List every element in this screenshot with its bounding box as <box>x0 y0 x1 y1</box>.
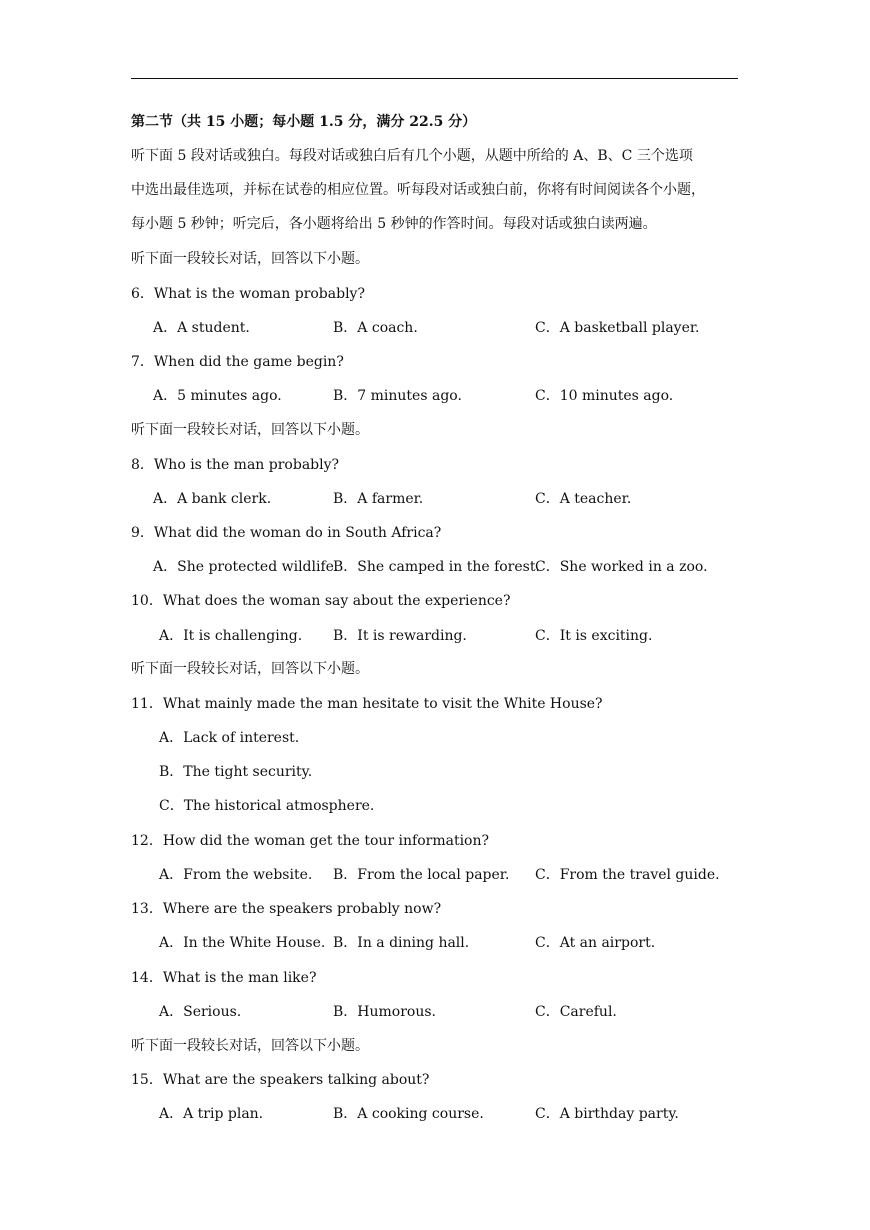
group-prompt: 听下面一段较长对话，回答以下小题。 <box>131 251 369 267</box>
question-text: 9．What did the woman do in South Africa? <box>131 525 442 541</box>
option-a: A．A student. <box>153 320 250 336</box>
option-c: C．From the travel guide. <box>535 867 720 883</box>
question-text: 8．Who is the man probably? <box>131 457 340 473</box>
option-c: C．Careful. <box>535 1004 617 1020</box>
question-text: 7．When did the game begin? <box>131 354 344 370</box>
question-text: 12．How did the woman get the tour information? <box>131 833 490 849</box>
question-text: 11．What mainly made the man hesitate to visit the White House? <box>131 696 603 712</box>
question-text: 10．What does the woman say about the experience? <box>131 593 511 609</box>
question-text: 6．What is the woman probably? <box>131 286 365 302</box>
option-a: A．She protected wildlife. <box>153 559 339 575</box>
option-b: B．From the local paper. <box>333 867 510 883</box>
instruction-line: 中选出最佳选项，并标在试卷的相应位置。听每段对话或独白前，你将有时间阅读各个小题， <box>131 182 705 198</box>
option-a: A．In the White House. <box>159 935 326 951</box>
option-b: B．A cooking course. <box>333 1106 484 1122</box>
group-prompt: 听下面一段较长对话，回答以下小题。 <box>131 1038 369 1054</box>
instruction-line: 每小题 5 秒钟；听完后，各小题将给出 5 秒钟的作答时间。每段对话或独白读两遍。 <box>131 216 657 232</box>
option-b: B．A farmer. <box>333 491 424 507</box>
option-c: C．A teacher. <box>535 491 632 507</box>
option-a: A．A bank clerk. <box>153 491 272 507</box>
option-c: C．She worked in a zoo. <box>535 559 708 575</box>
option-b: B．7 minutes ago. <box>333 388 462 404</box>
option-a: A．It is challenging. <box>159 628 303 644</box>
option-c: C．At an airport. <box>535 935 656 951</box>
option-b: B．She camped in the forest. <box>333 559 540 575</box>
option-b: B．In a dining hall. <box>333 935 470 951</box>
option-a: A．From the website. <box>159 867 313 883</box>
option-c: C．10 minutes ago. <box>535 388 674 404</box>
option-c: C．The historical atmosphere. <box>159 798 375 814</box>
option-a: A．A trip plan. <box>159 1106 264 1122</box>
option-c: C．It is exciting. <box>535 628 653 644</box>
option-b: B．It is rewarding. <box>333 628 467 644</box>
option-b: B．Humorous. <box>333 1004 436 1020</box>
question-text: 14．What is the man like? <box>131 970 317 986</box>
question-text: 13．Where are the speakers probably now? <box>131 901 442 917</box>
option-b: B．A coach. <box>333 320 418 336</box>
question-text: 15．What are the speakers talking about? <box>131 1072 430 1088</box>
option-c: C．A basketball player. <box>535 320 700 336</box>
group-prompt: 听下面一段较长对话，回答以下小题。 <box>131 422 369 438</box>
instruction-line: 听下面 5 段对话或独白。每段对话或独白后有几个小题，从题中所给的 A、B、C 三个选项 <box>131 148 693 164</box>
option-a: A．Lack of interest. <box>159 730 300 746</box>
option-b: B．The tight security. <box>159 764 313 780</box>
option-c: C．A birthday party. <box>535 1106 679 1122</box>
section-title: 第二节（共 15 小题；每小题 1.5 分，满分 22.5 分） <box>131 114 477 130</box>
group-prompt: 听下面一段较长对话，回答以下小题。 <box>131 661 369 677</box>
option-a: A．Serious. <box>159 1004 242 1020</box>
header-rule <box>131 78 738 79</box>
option-a: A．5 minutes ago. <box>153 388 282 404</box>
